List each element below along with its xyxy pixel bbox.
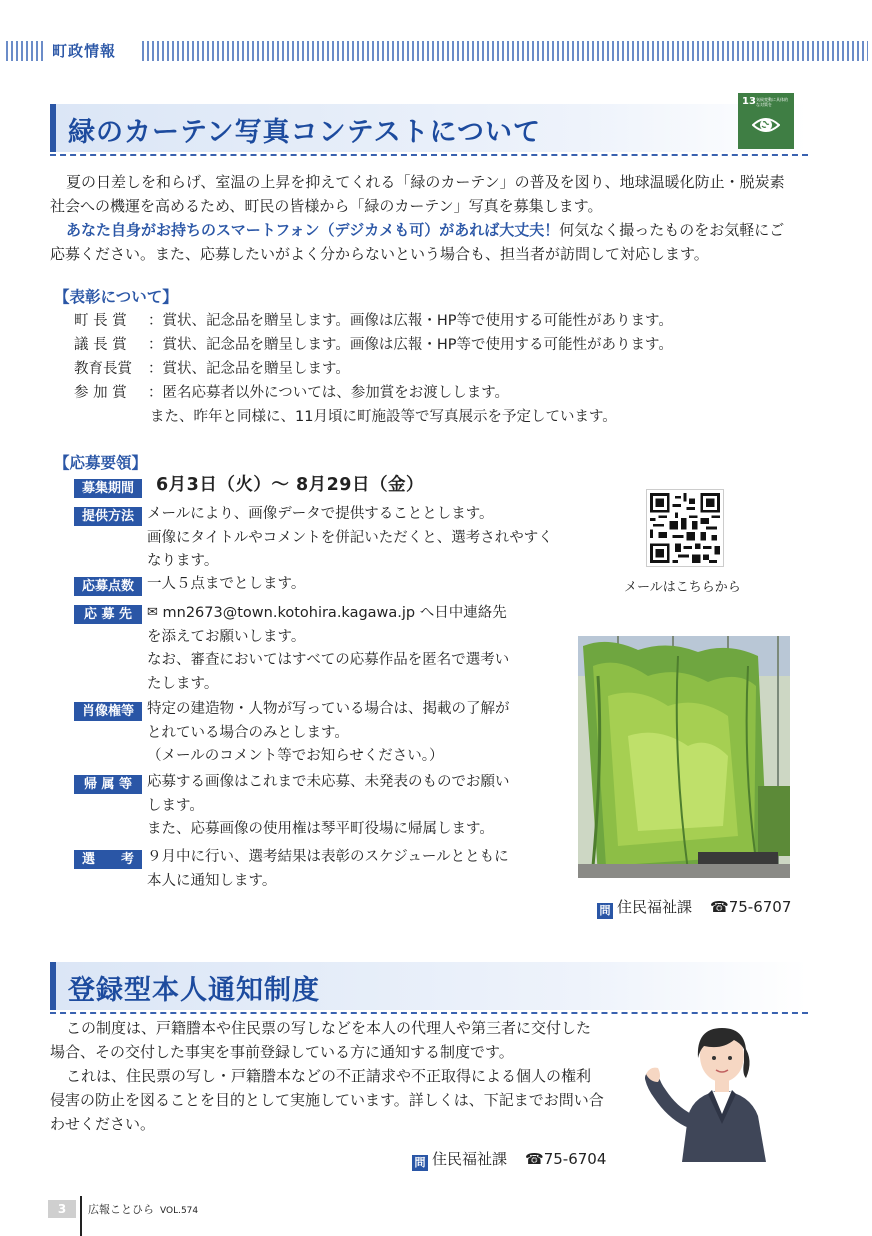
intro-line: 社会への機運を高めるため、町民の皆様から「緑のカーテン」写真を募集します。 [50,197,603,215]
intro-emphasis: あなた自身がお持ちのスマートフォン（デジカメも可）があれば大丈夫！ [66,221,560,239]
contact-tel[interactable]: 75-6707 [728,898,792,916]
header-hatch-left [6,41,44,61]
section-title: 緑のカーテン写真コンテストについて [68,117,542,148]
award-name: 教育長賞 [74,361,132,377]
footer-divider [80,1196,82,1236]
qr-code[interactable] [647,490,723,566]
ownership-text [147,771,557,842]
notification-line: 場合、その交付した事実を事前登録している方に通知する制度です。 [50,1043,514,1061]
green-curtain-photo [578,636,790,878]
sdg-13-badge [738,93,794,149]
notification-line: 侵害の防止を図ることを目的として実施しています。詳しくは、下記までお問い合 [50,1091,604,1109]
award-desc: ：匿名応募者以外については、参加賞をお渡しします。 [148,385,510,401]
tag-method: 提供方法 [74,507,142,526]
intro-line: 応募ください。また、応募したいがよく分からないという場合も、担当者が訪問して対応します。 [50,245,709,263]
guide-heading: 【応募要領】 [54,454,148,472]
award-row [74,357,350,381]
staff-illustration [642,1016,802,1162]
destination-text [147,601,557,696]
awards-heading: 【表彰について】 [54,288,178,306]
selection-text [147,846,557,893]
award-name: 議 長 賞 [74,337,127,353]
section-heading-notification [50,962,808,1010]
destination-line [147,601,557,626]
award-name: 町 長 賞 [74,313,127,329]
contact-green-curtain [597,896,791,919]
intro-line: 夏の日差しを和らげ、室温の上昇を抑えてくれる「緑のカーテン」の普及を図り、地球温暖化防止・脱炭素 [66,173,785,191]
header-label: 町政情報 [52,42,117,60]
destination-line: なお、審査においてはすべての応募作品を匿名で選考い [147,652,510,668]
selection-line: 本人に通知します。 [147,872,277,889]
portrait-line: とれている場合のみとします。 [147,724,349,741]
contact-dept: 住民福祉課 [617,898,693,916]
method-line: メールにより、画像データで提供することとします。 [147,506,494,522]
method-line: 画像にタイトルやコメントを併記いただくと、選考されやすく [147,529,553,546]
publication-name [88,1201,198,1217]
portrait-line: 特定の建造物・人物が写っている場合は、掲載の了解が [147,701,510,717]
award-row [74,333,673,357]
award-row [74,381,509,405]
sdg-text: 気候変動に具体的な対策を [756,97,788,107]
ownership-line: また、応募画像の使用権は琴平町役場に帰属します。 [147,821,494,837]
award-name: 参 加 賞 [74,385,127,401]
page-number: 3 [48,1200,76,1218]
volume-number: VOL.574 [160,1206,199,1216]
mail-icon: ✉ [147,605,158,620]
intro-paragraph [50,170,810,266]
section-heading-green-curtain [50,104,808,152]
contact-notification [412,1148,606,1171]
tag-count: 応募点数 [74,577,142,596]
notification-line: わせください。 [50,1115,156,1133]
awards-note: また、昨年と同様に、11月頃に町施設等で写真展示を予定しています。 [150,409,617,425]
inquiry-icon: 問 [412,1155,428,1171]
section-title: 登録型本人通知制度 [68,975,320,1006]
email-address[interactable]: mn2673@town.kotohira.kagawa.jp へ日中連絡先 [162,605,507,621]
notification-line: これは、住民票の写し・戸籍謄本などの不正請求や不正取得による個人の権利 [66,1067,592,1085]
qr-caption: メールはこちらから [624,580,741,595]
ownership-line: 応募する画像はこれまで未応募、未発表のものでお願い [147,774,510,790]
award-desc: ：賞状、記念品を贈呈します。画像は広報・HP等で使用する可能性があります。 [148,313,673,329]
intro-line-rest: 何気なく撮ったものをお気軽にご [559,221,785,239]
method-line: なります。 [147,553,219,569]
destination-line: を添えてお願いします。 [147,628,306,645]
contact-dept: 住民福祉課 [432,1150,508,1168]
count-value: 一人５点までとします。 [147,576,306,592]
destination-line: たします。 [147,675,219,692]
selection-line: ９月中に行い、選考結果は表彰のスケジュールとともに [147,849,509,865]
tag-portrait-rights: 肖像権等 [74,702,142,721]
portrait-text [147,698,557,769]
tag-ownership: 帰 属 等 [74,775,142,794]
award-row [74,309,673,333]
ownership-line: します。 [147,797,204,814]
period-value: 6月3日（火）～ 8月29日（金） [156,475,424,495]
inquiry-icon: 問 [597,903,613,919]
earth-eye-icon [752,113,780,137]
award-desc: ：賞状、記念品を贈呈します。 [148,361,350,377]
sdg-number: 13 [742,96,756,107]
notification-paragraph [50,1016,640,1136]
contact-tel[interactable]: 75-6704 [543,1150,607,1168]
section-header-band [0,38,872,64]
phone-icon: ☎ [710,898,729,916]
method-text [147,503,557,574]
portrait-line: （メールのコメント等でお知らせください。） [147,748,444,764]
publication-title: 広報ことひら [88,1203,154,1216]
page-footer [0,1196,872,1236]
notification-line: この制度は、戸籍謄本や住民票の写しなどを本人の代理人や第三者に交付した [66,1019,592,1037]
tag-selection: 選 考 [74,850,142,869]
intro-line [50,218,810,242]
tag-destination: 応 募 先 [74,605,142,624]
tag-period: 募集期間 [74,479,142,498]
award-desc: ：賞状、記念品を贈呈します。画像は広報・HP等で使用する可能性があります。 [148,337,673,353]
header-hatch-right [142,41,868,61]
phone-icon: ☎ [525,1150,544,1168]
